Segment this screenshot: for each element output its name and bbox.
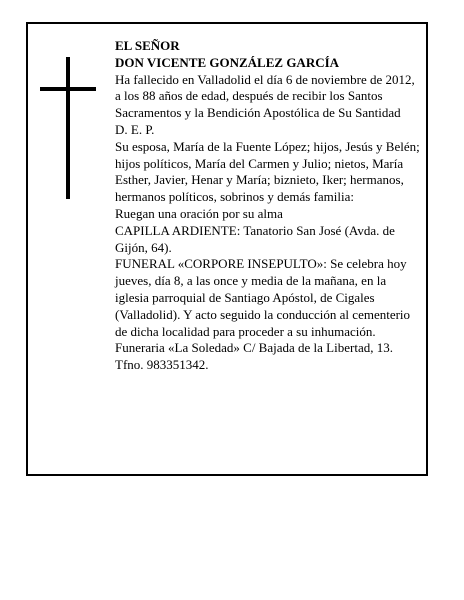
death-announcement: Ha fallecido en Valladolid el día 6 de noviembre de 2012, a los 88 años de edad, después de recibir los Santos Sacramentos y la Bendición Apostólica de Su Santidad (115, 71, 415, 121)
rest-in-peace: D. E. P. (115, 121, 155, 137)
cross-horizontal-bar (40, 87, 96, 91)
funeral-info: FUNERAL «CORPORE INSEPULTO»: Se celebra hoy jueves, día 8, a las once y media de la mañana, en la iglesia parroquial de Santiago Apóstol, de Cigales (Valladolid). Y acto seguido la conducción al cementerio de dicha localidad para proceder a su inhumación. (115, 256, 411, 339)
chapel-info: CAPILLA ARDIENTE: Tanatorio San José (Avda. de Gijón, 64). (115, 222, 395, 255)
cross-icon (40, 57, 96, 199)
notice-content (115, 38, 423, 374)
family-list: Su esposa, María de la Fuente López; hijos, Jesús y Belén; hijos políticos, María del Carmen y Julio; nietos, María Esther, Javier, Henar y María; biznieto, Iker; hermanos, hermanos políticos, sobrinos y demás familia: (115, 138, 420, 205)
funeral-home-info: Funeraria «La Soledad» C/ Bajada de la Libertad, 13. Tfno. 983351342. (115, 340, 393, 373)
prayer-request: Ruegan una oración por su alma (115, 205, 283, 221)
obituary-notice (26, 22, 428, 476)
notice-title-name: DON VICENTE GONZÁLEZ GARCÍA (115, 54, 340, 70)
notice-title-honorific: EL SEÑOR (115, 38, 180, 53)
cross-vertical-bar (66, 57, 70, 199)
